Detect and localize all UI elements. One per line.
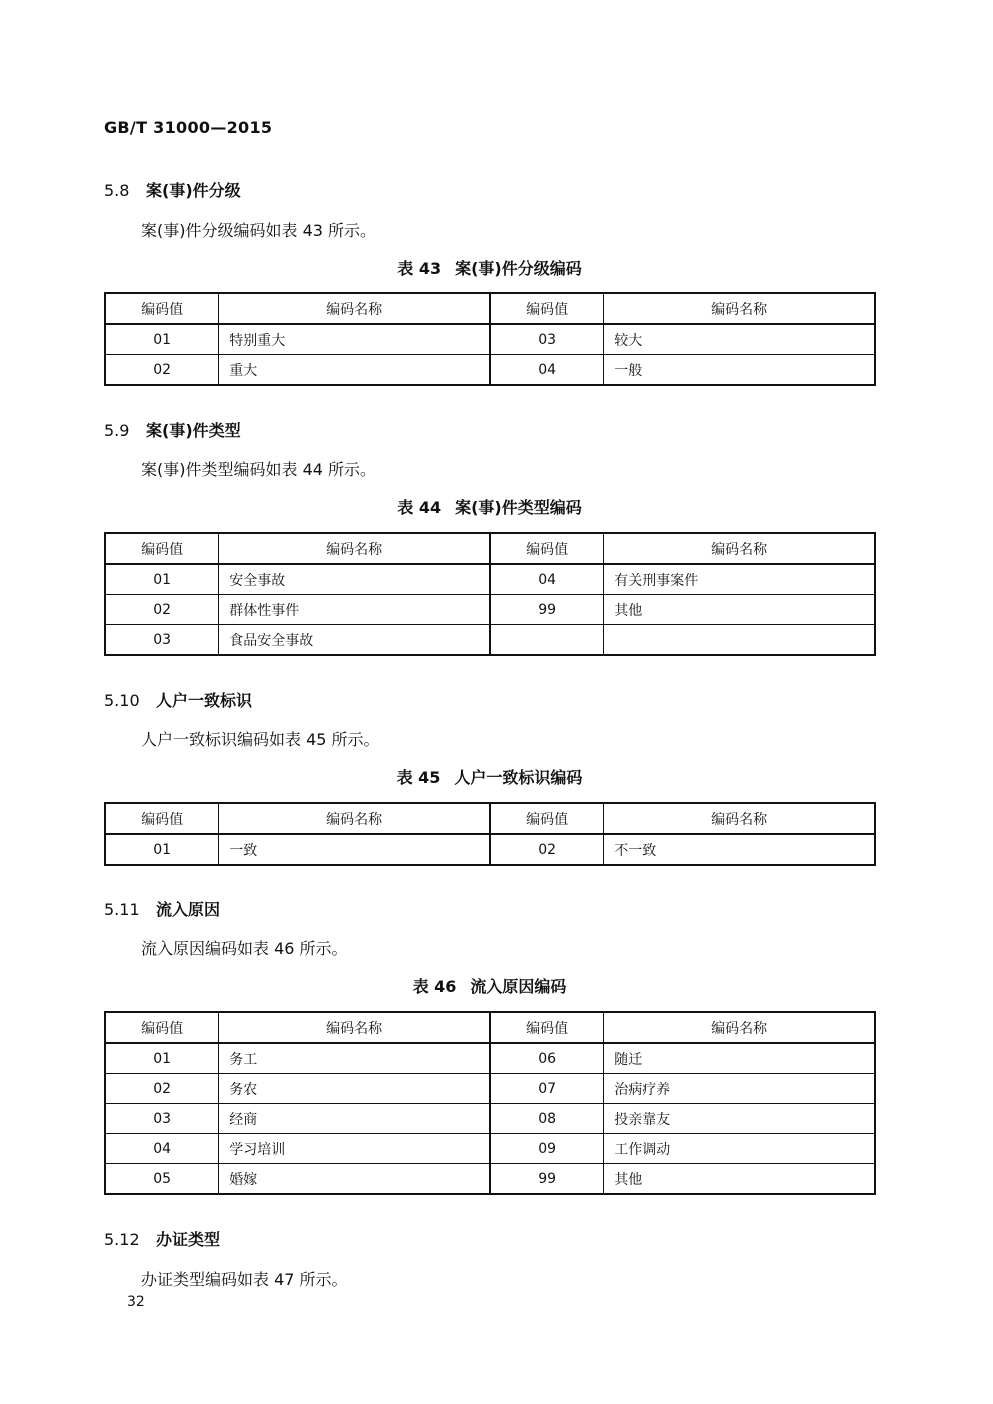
- table-row: [105, 595, 875, 625]
- table-header-row: [105, 1012, 875, 1043]
- standard-number: GB/T 31000—2015: [104, 118, 273, 137]
- column-header-name: 编码名称: [604, 293, 875, 324]
- name-cell: 投亲靠友: [604, 1104, 875, 1134]
- name-cell: 经商: [219, 1104, 490, 1134]
- table-caption-number: 表 46: [412, 977, 457, 996]
- column-header-name: 编码名称: [219, 1012, 490, 1043]
- code-cell: 03: [105, 625, 219, 656]
- code-cell: 01: [105, 564, 219, 595]
- section-title: 人户一致标识: [156, 691, 253, 710]
- code-cell: 03: [490, 324, 604, 355]
- table-row: [105, 1164, 875, 1195]
- code-cell: 01: [105, 834, 219, 865]
- code-table-46: [104, 1011, 876, 1195]
- table-row: [105, 1074, 875, 1104]
- section-heading-5-11: [104, 897, 220, 920]
- page-number: 32: [127, 1294, 145, 1310]
- code-cell: 08: [490, 1104, 604, 1134]
- code-cell: 09: [490, 1134, 604, 1164]
- table-row: [105, 625, 875, 656]
- section-title: 案(事)件分级: [146, 181, 241, 200]
- column-header-code: 编码值: [490, 803, 604, 834]
- section-paragraph: 办证类型编码如表 47 所示。: [141, 1270, 348, 1289]
- code-cell: 02: [105, 1074, 219, 1104]
- code-cell: 01: [105, 1043, 219, 1074]
- column-header-code: 编码值: [490, 1012, 604, 1043]
- table-caption-title: 流入原因编码: [470, 977, 567, 996]
- name-cell: 一致: [219, 834, 490, 865]
- table-header-row: [105, 293, 875, 324]
- column-header-code: 编码值: [490, 533, 604, 564]
- code-cell: 06: [490, 1043, 604, 1074]
- name-cell: 工作调动: [604, 1134, 875, 1164]
- name-cell: 务农: [219, 1074, 490, 1104]
- name-cell: 不一致: [604, 834, 875, 865]
- column-header-code: 编码值: [105, 803, 219, 834]
- table-row: [105, 564, 875, 595]
- column-header-name: 编码名称: [604, 1012, 875, 1043]
- code-cell: 07: [490, 1074, 604, 1104]
- code-table-44: [104, 532, 876, 656]
- column-header-code: 编码值: [105, 1012, 219, 1043]
- code-table-43: [104, 292, 876, 386]
- section-heading-5-9: [104, 418, 241, 441]
- table-row: [105, 1104, 875, 1134]
- name-cell: 治病疗养: [604, 1074, 875, 1104]
- name-cell: 随迁: [604, 1043, 875, 1074]
- table-caption-title: 案(事)件类型编码: [455, 498, 582, 517]
- code-cell: 01: [105, 324, 219, 355]
- table-header-row: [105, 803, 875, 834]
- name-cell: 较大: [604, 324, 875, 355]
- section-heading-5-12: [104, 1227, 220, 1250]
- code-cell: 99: [490, 1164, 604, 1195]
- code-table-45: [104, 802, 876, 866]
- name-cell: 务工: [219, 1043, 490, 1074]
- code-cell: 99: [490, 595, 604, 625]
- section-paragraph: 案(事)件类型编码如表 44 所示。: [141, 460, 377, 479]
- name-cell: 其他: [604, 595, 875, 625]
- name-cell: 有关刑事案件: [604, 564, 875, 595]
- column-header-code: 编码值: [105, 293, 219, 324]
- section-number: 5.10: [104, 691, 140, 710]
- code-cell: 02: [105, 355, 219, 386]
- column-header-name: 编码名称: [219, 293, 490, 324]
- name-cell: 一般: [604, 355, 875, 386]
- name-cell: 其他: [604, 1164, 875, 1195]
- code-cell: 02: [490, 834, 604, 865]
- name-cell: 婚嫁: [219, 1164, 490, 1195]
- code-cell: 04: [105, 1134, 219, 1164]
- table-row: [105, 834, 875, 865]
- code-cell: 03: [105, 1104, 219, 1134]
- name-cell: 食品安全事故: [219, 625, 490, 656]
- table-row: [105, 1134, 875, 1164]
- section-heading-5-8: [104, 178, 241, 201]
- name-cell: [604, 625, 875, 656]
- section-title: 案(事)件类型: [146, 421, 241, 440]
- name-cell: 学习培训: [219, 1134, 490, 1164]
- column-header-name: 编码名称: [604, 533, 875, 564]
- section-number: 5.11: [104, 900, 140, 919]
- table-caption-title: 人户一致标识编码: [454, 768, 583, 787]
- section-heading-5-10: [104, 688, 252, 711]
- table-caption-title: 案(事)件分级编码: [455, 259, 582, 278]
- column-header-name: 编码名称: [219, 533, 490, 564]
- table-caption-number: 表 45: [396, 768, 441, 787]
- code-cell: 04: [490, 564, 604, 595]
- code-cell: 02: [105, 595, 219, 625]
- table-caption-44: [104, 495, 875, 518]
- section-number: 5.9: [104, 421, 130, 440]
- section-paragraph: 人户一致标识编码如表 45 所示。: [141, 730, 380, 749]
- table-row: [105, 355, 875, 386]
- section-title: 流入原因: [156, 900, 221, 919]
- name-cell: 群体性事件: [219, 595, 490, 625]
- section-number: 5.12: [104, 1230, 140, 1249]
- code-cell: 04: [490, 355, 604, 386]
- section-paragraph: 案(事)件分级编码如表 43 所示。: [141, 221, 377, 240]
- name-cell: 重大: [219, 355, 490, 386]
- column-header-name: 编码名称: [604, 803, 875, 834]
- column-header-code: 编码值: [105, 533, 219, 564]
- table-caption-number: 表 44: [397, 498, 442, 517]
- code-cell: 05: [105, 1164, 219, 1195]
- code-cell: [490, 625, 604, 656]
- table-row: [105, 324, 875, 355]
- table-header-row: [105, 533, 875, 564]
- table-row: [105, 1043, 875, 1074]
- table-caption-number: 表 43: [397, 259, 442, 278]
- name-cell: 特别重大: [219, 324, 490, 355]
- section-title: 办证类型: [156, 1230, 221, 1249]
- table-caption-45: [104, 765, 875, 788]
- section-number: 5.8: [104, 181, 130, 200]
- table-caption-43: [104, 256, 875, 279]
- name-cell: 安全事故: [219, 564, 490, 595]
- table-caption-46: [104, 974, 875, 997]
- section-paragraph: 流入原因编码如表 46 所示。: [141, 939, 348, 958]
- column-header-name: 编码名称: [219, 803, 490, 834]
- column-header-code: 编码值: [490, 293, 604, 324]
